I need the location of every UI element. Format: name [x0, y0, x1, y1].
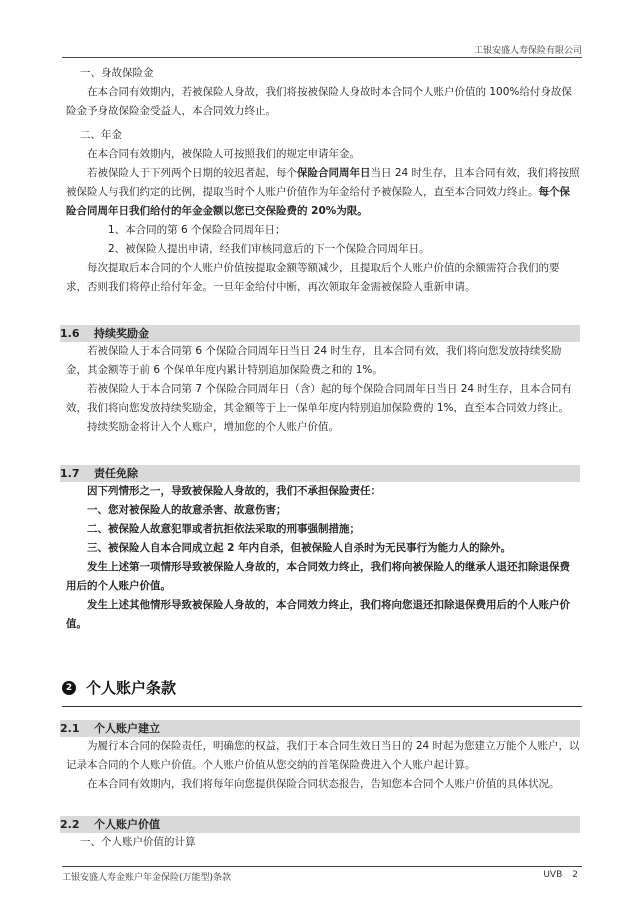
page-number: 2: [572, 870, 578, 880]
exclusion-text-2: 发生上述第一项情形导致被保险人身故的，本合同效力终止，我们将向被保险人的继承人退还扣除退保费用后的个人账户价值。: [66, 561, 570, 592]
account-setup-text-2: 在本合同有效期内，我们将每年向您提供保险合同状态报告，告知您本合同个人账户价值的具体状况。: [87, 778, 560, 790]
section-heading-1-6: [60, 325, 580, 342]
chapter-title: 个人账户条款: [86, 679, 177, 697]
annuity-text-2c: 当日 24 时生存，且本合同有效，我们将按照被保险人与我们约定的比例，提取当时个人账户价值作为年金给付予被保险人，直至本合同效力终止。: [66, 167, 580, 198]
section-heading-1-7: [60, 465, 580, 482]
annuity-text-1: 在本合同有效期内，被保险人可按照我们的规定申请年金。: [87, 148, 360, 160]
exclusion-text-3: 发生上述其他情形导致被保险人身故的，本合同效力终止，我们将向您退还扣除退保费用后的个人账户价值。: [66, 599, 570, 630]
section-number: 1.6: [60, 327, 80, 340]
annuity-text-2a: 若被保险人于下列两个日期的较迟者起，每个: [87, 167, 297, 179]
section-title: 个人账户价值: [94, 818, 160, 831]
exclusion-intro: 因下列情形之一，导致被保险人身故的，我们不承担保险责任：: [87, 485, 381, 497]
annuity-text-2b: 保险合同周年日: [297, 167, 371, 179]
main-content: [60, 64, 580, 634]
section-title: 个人账户建立: [94, 722, 160, 735]
annuity-item-1: 1、本合同的第 6 个保险合同周年日；: [108, 224, 286, 236]
death-benefit-title: 一、身故保险金: [80, 67, 154, 79]
header-rule: [62, 57, 582, 58]
footer-product-name: 工银安盛人寿金账户年金保险(万能型)条款: [62, 873, 232, 883]
exclusion-item-1: 一、您对被保险人的故意杀害、故意伤害；: [87, 504, 287, 516]
footer-right: [533, 870, 578, 880]
footer-code: UVB: [543, 870, 563, 880]
death-benefit-text: 在本合同有效期内，若被保险人身故，我们将按被保险人身故时本合同个人账户价值的 100%给付身故保险金予身故保险金受益人，本合同效力终止。: [66, 86, 572, 117]
exclusion-item-2: 二、被保险人故意犯罪或者抗拒依法采取的刑事强制措施；: [87, 523, 360, 535]
annuity-text-2d: 每个保险合同周年日我们给付的年金金额以您已交保险费的 20%为限。: [66, 186, 570, 217]
annuity-text-3: 每次提取后本合同的个人账户价值按提取金额等额减少，且提取后个人账户价值的余额需符合我们的要求，否则我们将停止给付年金。一旦年金给付中断，再次领取年金需被保险人重新申请。: [66, 262, 560, 293]
account-value-subtitle: 一、个人账户价值的计算: [80, 836, 196, 848]
section-number: 1.7: [60, 467, 80, 480]
section-title: 持续奖励金: [94, 327, 149, 340]
annuity-title: 二、年金: [80, 129, 122, 141]
section-number: 2.1: [60, 722, 80, 735]
header-company: 工银安盛人寿保险有限公司: [473, 46, 582, 56]
annuity-text-2: [66, 164, 580, 221]
bonus-text-2: 若被保险人于本合同第 7 个保险合同周年日（含）起的每个保险合同周年日当日 24 时生存，且本合同有效，我们将向您发放持续奖励金，其金额等于上一保单年度内特别追加保险费的 1%，直至本合同效力终止。: [66, 383, 572, 414]
bonus-text-1: 若被保险人于本合同第 6 个保险合同周年日当日 24 时生存，且本合同有效，我们将向您发放持续奖励金，其金额等于前 6 个保单年度内累计特别追加保险费之和的 1%。: [66, 345, 562, 376]
chapter-heading: [62, 676, 582, 707]
annuity-item-2: 2、被保险人提出申请，经我们审核同意后的下一个保险合同周年日。: [108, 243, 430, 255]
chapter-badge: 2: [62, 681, 76, 695]
footer-rule: [62, 866, 582, 867]
section-number: 2.2: [60, 818, 80, 831]
section-title: 责任免除: [94, 467, 138, 480]
account-setup-text-1: 为履行本合同的保险责任，明确您的权益，我们于本合同生效日当日的 24 时起为您建立万能个人账户，以记录本合同的个人账户价值。个人账户价值从您交纳的首笔保险费进入个人账户起计算。: [66, 740, 580, 771]
exclusion-item-3: 三、被保险人自本合同成立起 2 年内自杀，但被保险人自杀时为无民事行为能力人的除外。: [87, 542, 512, 554]
section-heading-2-1: [60, 720, 580, 737]
bonus-text-3: 持续奖励金将计入个人账户，增加您的个人账户价值。: [87, 421, 339, 433]
section-heading-2-2: [60, 816, 580, 833]
lower-content: [60, 720, 580, 852]
